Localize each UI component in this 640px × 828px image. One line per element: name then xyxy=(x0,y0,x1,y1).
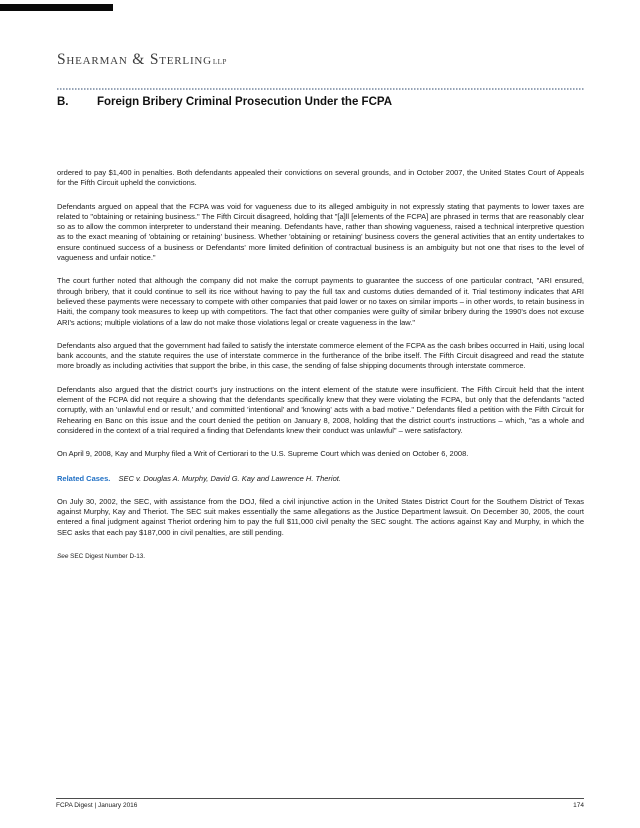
related-case-name: SEC v. Douglas A. Murphy, David G. Kay and Lawrence H. Theriot. xyxy=(118,473,341,483)
firm-logo xyxy=(57,52,584,70)
paragraph: Defendants argued on appeal that the FCPA was void for vagueness due to its alleged ambiguity in not expressly stating that payments to lower taxes are related to "obtaining or retaining business." The Fifth Circuit disagreed, holding that "[a]ll [elements of the FCPA] are phrased in terms that are reasonably clear so as to allow the common interpreter to understand their meaning. Defendants have, rather than showing vagueness, raised a technical interpretive question as to the exact meaning of 'obtaining or retaining' business. Whether 'obtaining or retaining' business covers the general activities that an entity undertakes to ensure continued success of a business or Defendants' more limited definition of contractual business is an ambiguity but not one that rises to the level of vagueness and unfair notice." xyxy=(57,201,584,263)
section-heading xyxy=(57,96,584,109)
section-title: Foreign Bribery Criminal Prosecution Under the FCPA xyxy=(97,96,392,108)
paragraph: The court further noted that although the company did not make the corrupt payments to guarantee the success of one particular contract, "ARI ensured, through bribery, that it could continue to sell its rice without having to pay the full tax and customs duties demanded of it. Trial testimony indicates that ARI believed these payments were necessary to compete with other companies that paid lower or no taxes on similar imports – in other words, to retain business in Haiti, the company took measures to keep up with competitors. The fact that other companies were guilty of similar bribery during the 1990's does not excuse ARI's actions; multiple violations of a law do not make those violations legal or create vagueness in the law." xyxy=(57,276,584,327)
footer-publication-title: FCPA Digest | January 2016 xyxy=(56,802,138,809)
body-text xyxy=(57,168,584,561)
see-reference: See xyxy=(57,553,69,561)
paragraph: Defendants also argued that the district court's jury instructions on the intent element of the statute were insufficient. The Fifth Circuit held that the intent element of the FCPA did not require a showing that the defendants specifically knew that they were violating the FCPA, but only that the defendants "acted corruptly, with an 'unlawful end or result,' and committed 'intentional' and 'knowing' acts with a bad motive." Defendants filed a petition with the Fifth Circuit for Rehearing en Banc on this issue and the court denied the petition on January 8, 2008, holding that the district court's instructions – which, "as a whole and considered in the context of a trial required a finding that Defendants knew their conduct was unlawful" – were satisfactory. xyxy=(57,384,584,435)
paragraph: On April 9, 2008, Kay and Murphy filed a Writ of Certiorari to the U.S. Supreme Court which was denied on October 6, 2008. xyxy=(57,449,469,459)
paragraph: On July 30, 2002, the SEC, with assistance from the DOJ, filed a civil injunctive action in the United States District Court for the Southern District of Texas against Murphy, Kay and Theriot. The SEC suit makes essentially the same allegations as the Justice Department lawsuit. On December 30, 2005, the court entered a final judgment against Theriot ordering him to pay the full $11,000 civil penalty the SEC sought. The actions against Kay and Murphy, in which the SEC asks that each pay $187,000 in civil penalties, are still pending. xyxy=(57,496,584,537)
paragraph: Defendants also argued that the government had failed to satisfy the interstate commerce element of the FCPA as the cash bribes occurred in Haiti, using local bank accounts, and the statute requires the use of interstate commerce in the furtherance of the bribe itself. The Fifth Circuit disagreed and read the statute more broadly as including activities that support the bribe, in this case, the sending of false shipping documents through interstate commerce. xyxy=(57,340,584,371)
page-content xyxy=(57,0,584,561)
firm-logo-suffix: LLP xyxy=(212,58,227,66)
section-number: B. xyxy=(57,96,69,108)
page-footer xyxy=(56,798,584,810)
related-cases-label: Related Cases. xyxy=(57,473,111,483)
header-dotted-rule xyxy=(57,88,584,90)
paragraph: ordered to pay $1,400 in penalties. Both defendants appealed their convictions on several grounds, and in October 2007, the United States Court of Appeals for the Fifth Circuit upheld the convictions. xyxy=(57,168,584,188)
digest-note-text: SEC Digest Number D-13. xyxy=(68,553,146,561)
related-cases-line xyxy=(57,474,584,484)
footer-page-number: 174 xyxy=(573,802,584,809)
firm-logo-name: Shearman & Sterling xyxy=(57,51,212,68)
digest-cross-reference-note xyxy=(57,553,584,561)
